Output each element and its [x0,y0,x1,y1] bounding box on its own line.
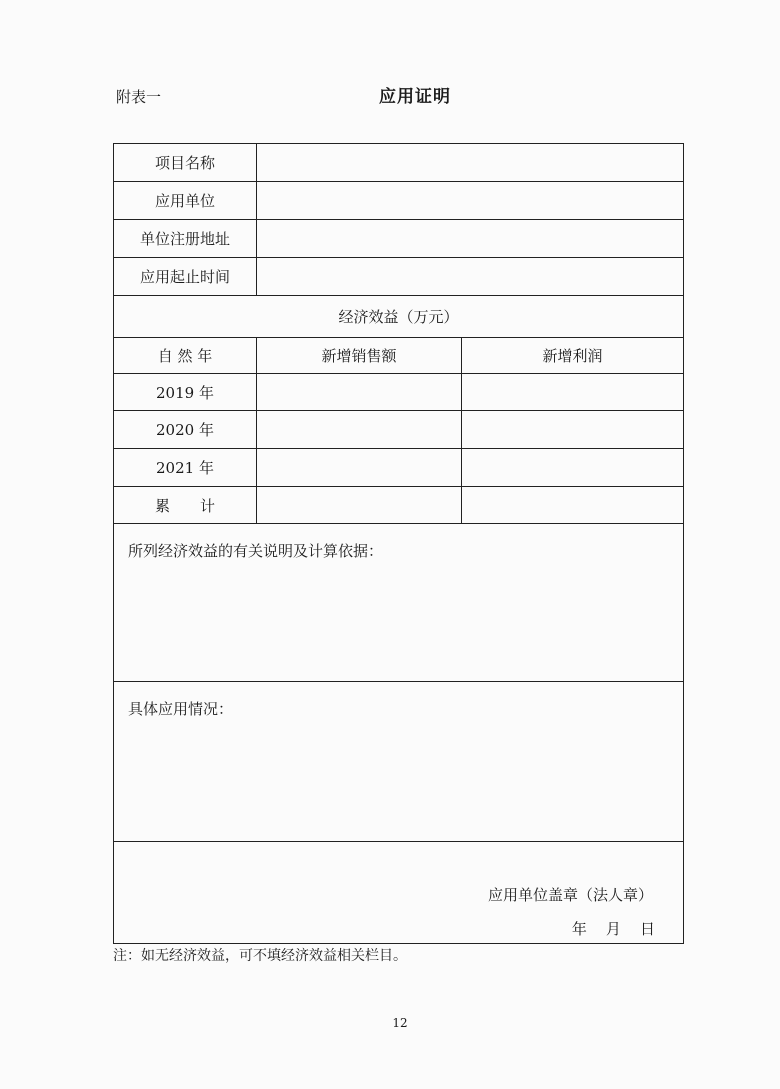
basis-label: 所列经济效益的有关说明及计算依据： [128,542,384,560]
project-name-field[interactable] [257,144,684,182]
sales-cell[interactable] [257,449,462,487]
table-row [114,449,684,487]
application-section-row [114,682,684,842]
sales-cell[interactable] [257,374,462,411]
field-label: 单位注册地址 [114,220,257,258]
basis-field[interactable] [114,524,684,682]
table-row-total [114,487,684,524]
total-cell: 累 计 [114,487,257,524]
economic-section-row [114,296,684,338]
field-row-applicant-unit [114,182,684,220]
attachment-label: 附表一 [116,88,162,106]
profit-cell[interactable] [462,411,684,449]
page-number: 12 [392,1016,408,1030]
field-row-application-period [114,258,684,296]
footnote: 注：如无经济效益，可不填经济效益相关栏目。 [113,948,407,964]
field-label: 应用单位 [114,182,257,220]
year-cell: 2019 年 [114,374,257,411]
column-header-year: 自 然 年 [114,338,257,374]
applicant-unit-field[interactable] [257,182,684,220]
year-cell: 2020 年 [114,411,257,449]
table-row [114,411,684,449]
signature-row [114,842,684,944]
column-header-sales: 新增销售额 [257,338,462,374]
application-form-table [113,143,684,944]
basis-section-row [114,524,684,682]
field-label: 项目名称 [114,144,257,182]
sales-cell[interactable] [257,487,462,524]
seal-label: 应用单位盖章（法人章） [487,886,653,904]
year-cell: 2021 年 [114,449,257,487]
sales-cell[interactable] [257,411,462,449]
page-title: 应用证明 [379,87,451,107]
registered-address-field[interactable] [257,220,684,258]
application-details-field[interactable] [114,682,684,842]
application-period-field[interactable] [257,258,684,296]
field-row-project-name [114,144,684,182]
field-row-registered-address [114,220,684,258]
profit-cell[interactable] [462,374,684,411]
column-header-profit: 新增利润 [462,338,684,374]
economic-section-title: 经济效益（万元） [114,296,684,338]
profit-cell[interactable] [462,487,684,524]
field-label: 应用起止时间 [114,258,257,296]
application-label: 具体应用情况： [128,700,234,718]
profit-cell[interactable] [462,449,684,487]
signature-area [114,842,684,944]
date-label: 年 月 日 [571,920,655,938]
economic-header-row [114,338,684,374]
table-row [114,374,684,411]
